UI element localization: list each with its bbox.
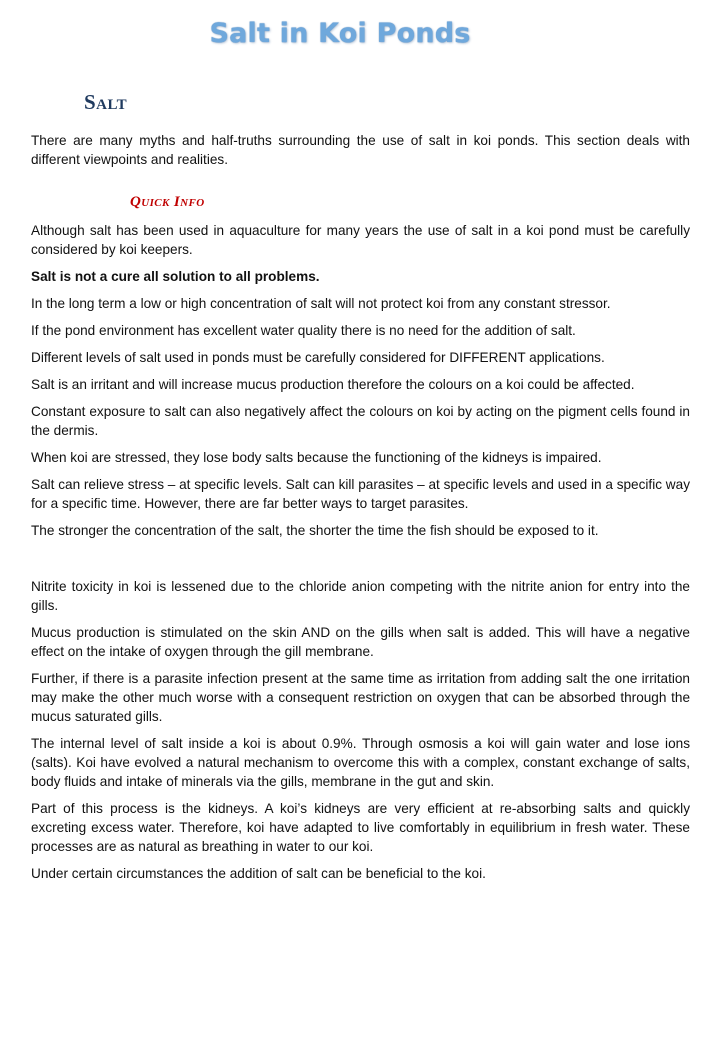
quick-info-block <box>31 221 690 540</box>
intro-block <box>31 131 690 169</box>
details-paragraph: The internal level of salt inside a koi is about 0.9%. Through osmosis a koi will gain water and lose ions (salts). Koi have evolved a natural mechanism to overcome this with a complex, constant exchange of salts, body fluids and intake of minerals via the gills, membrane in the gut and skin. <box>31 736 690 789</box>
quick-info-paragraph: Different levels of salt used in ponds must be carefully considered for DIFFERENT applications. <box>31 350 605 365</box>
quick-info-paragraph: If the pond environment has excellent water quality there is no need for the addition of salt. <box>31 323 576 338</box>
quick-info-paragraph: Constant exposure to salt can also negatively affect the colours on koi by acting on the pigment cells found in the dermis. <box>31 404 690 438</box>
quick-info-paragraph: Although salt has been used in aquaculture for many years the use of salt in a koi pond must be carefully considered by koi keepers. <box>31 223 690 257</box>
section-heading-salt: Salt <box>84 90 128 114</box>
intro-paragraph: There are many myths and half-truths surrounding the use of salt in koi ponds. This section deals with different viewpoints and realities. <box>31 133 690 167</box>
quick-info-paragraph: When koi are stressed, they lose body salts because the functioning of the kidneys is impaired. <box>31 450 602 465</box>
quick-info-paragraph: Salt is an irritant and will increase mucus production therefore the colours on a koi could be affected. <box>31 377 635 392</box>
quick-info-paragraph: In the long term a low or high concentration of salt will not protect koi from any constant stressor. <box>31 296 611 311</box>
details-paragraph: Under certain circumstances the addition of salt can be beneficial to the koi. <box>31 866 486 881</box>
quick-info-emphasis: Salt is not a cure all solution to all problems. <box>31 269 320 284</box>
document-title: Salt in Koi Ponds <box>209 18 471 49</box>
details-paragraph: Mucus production is stimulated on the skin AND on the gills when salt is added. This will have a negative effect on the intake of oxygen through the gill membrane. <box>31 625 690 659</box>
details-paragraph: Part of this process is the kidneys. A koi’s kidneys are very efficient at re-absorbing salts and quickly excreting excess water. Therefore, koi have adapted to live comfortably in equilibrium in fresh water. These processes are as natural as breathing in water to our koi. <box>31 801 690 854</box>
details-paragraph: Further, if there is a parasite infection present at the same time as irritation from adding salt the one irritation may make the other much worse with a consequent restriction on oxygen that can be absorbed through the mucus saturated gills. <box>31 671 690 724</box>
details-paragraph: Nitrite toxicity in koi is lessened due to the chloride anion competing with the nitrite anion for entry into the gills. <box>31 579 690 613</box>
quick-info-paragraph: The stronger the concentration of the salt, the shorter the time the fish should be exposed to it. <box>31 523 599 538</box>
quick-info-paragraph: Salt can relieve stress – at specific levels. Salt can kill parasites – at specific levels and used in a specific way for a specific time. However, there are far better ways to target parasites. <box>31 477 690 511</box>
quick-info-heading: Quick Info <box>130 194 205 210</box>
details-block <box>31 577 690 883</box>
